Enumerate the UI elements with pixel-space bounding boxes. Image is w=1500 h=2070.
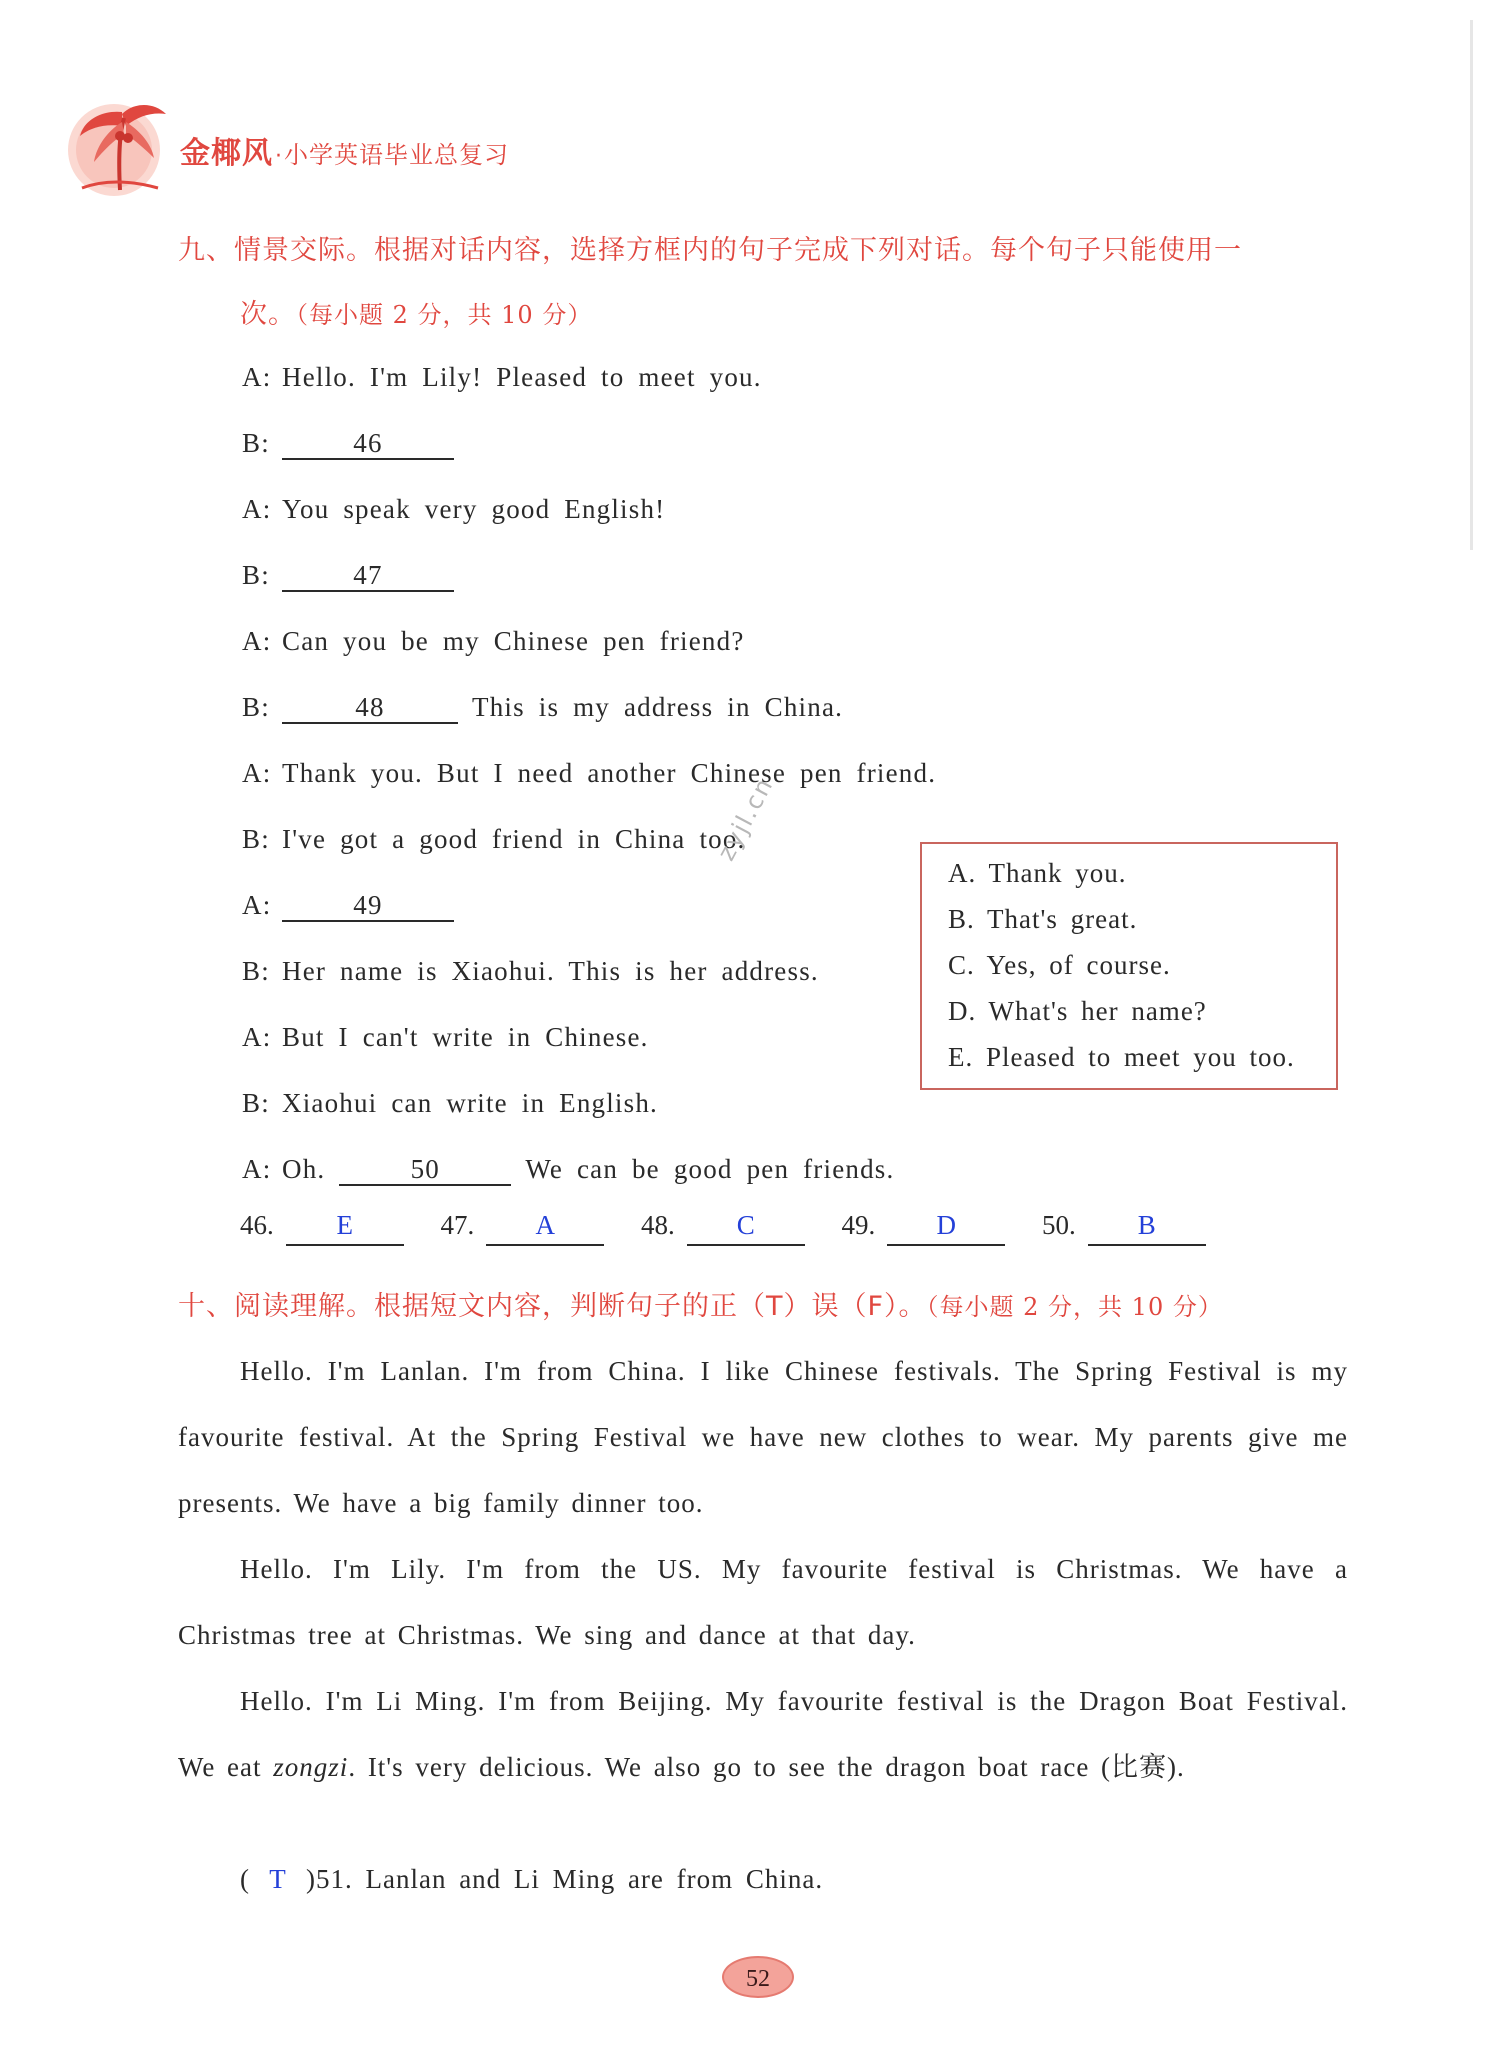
speaker-label: A:	[242, 362, 272, 392]
dialogue-text: We can be good pen friends.	[525, 1154, 895, 1184]
speaker-label: A:	[242, 626, 272, 656]
answer-46	[240, 1210, 404, 1246]
question-51	[240, 1864, 823, 1895]
page-edge	[1470, 20, 1473, 550]
dialogue-line-12	[242, 1088, 658, 1119]
dialogue-text: Thank you. But I need another Chinese pen friend.	[282, 758, 937, 788]
dialogue-line-9	[242, 890, 468, 922]
answer-49	[842, 1210, 1006, 1246]
page-number: 52	[722, 1956, 794, 1998]
dialogue-text: But I can't write in Chinese.	[282, 1022, 649, 1052]
passage-text: . It's very delicious. We also go to see the dragon boat race (比赛).	[348, 1752, 1185, 1782]
speaker-label: B:	[242, 956, 270, 986]
speaker-label: B:	[242, 560, 270, 590]
answer-blank-46[interactable]: 46	[282, 428, 454, 460]
section9-title-line1: 九、情景交际。根据对话内容，选择方框内的句子完成下列对话。每个句子只能使用一	[178, 235, 1242, 266]
section9-score-note: （每小题 2 分，共 10 分）	[296, 301, 593, 329]
passage-paragraph-2: Hello. I'm Lily. I'm from the US. My favourite festival is Christmas. We have a Christmas tree at Christmas. We sing and dance at that day.	[178, 1554, 1348, 1650]
option-d: D. What's her name?	[948, 996, 1207, 1026]
dialogue-line-3	[242, 494, 665, 525]
answer-50	[1042, 1210, 1206, 1246]
answer-blank-50[interactable]: 50	[339, 1154, 511, 1186]
coconut-palm-logo-icon	[62, 92, 192, 202]
section10-title	[178, 1284, 1223, 1323]
section9-title-line2-text: 次。	[240, 299, 296, 330]
brand-dot: ·	[275, 144, 282, 169]
watermark: zyjl.cn	[712, 772, 780, 866]
speaker-label: A:	[242, 890, 272, 920]
passage-italic-word: zongzi	[273, 1752, 349, 1782]
option-e: E. Pleased to meet you too.	[948, 1042, 1295, 1072]
question-51-answer[interactable]: T	[269, 1864, 287, 1894]
dialogue-text: You speak very good English!	[282, 494, 666, 524]
answer-blank-49[interactable]: 49	[282, 890, 454, 922]
answer-value[interactable]: D	[887, 1212, 1005, 1246]
dialogue-line-13	[242, 1154, 894, 1186]
section9-title-line2	[240, 292, 592, 331]
dialogue-line-7	[242, 758, 936, 789]
dialogue-text: Her name is Xiaohui. This is her address.	[282, 956, 819, 986]
dialogue-text: Xiaohui can write in English.	[282, 1088, 658, 1118]
option-a: A. Thank you.	[948, 858, 1127, 888]
section10-score-note: （每小题 2 分，共 10 分）	[926, 1293, 1223, 1321]
answers-row	[240, 1210, 1236, 1246]
speaker-label: A:	[242, 758, 272, 788]
dialogue-line-10	[242, 956, 819, 987]
dialogue-line-6	[242, 692, 843, 724]
answer-value[interactable]: A	[486, 1212, 604, 1246]
passage-paragraph-1: Hello. I'm Lanlan. I'm from China. I like Chinese festivals. The Spring Festival is my favourite festival. At the Spring Festival we have new clothes to wear. My parents give me presents. We have a big family dinner too.	[178, 1356, 1348, 1518]
dialogue-line-1	[242, 362, 762, 393]
answer-number: 50.	[1042, 1210, 1076, 1240]
speaker-label: B:	[242, 824, 270, 854]
dialogue-line-11	[242, 1022, 649, 1053]
dialogue-text: Hello. I'm Lily! Pleased to meet you.	[282, 362, 762, 392]
option-c: C. Yes, of course.	[948, 950, 1171, 980]
answer-number: 49.	[841, 1210, 876, 1240]
section10-title-text: 十、阅读理解。根据短文内容，判断句子的正（T）误（F）。	[178, 1291, 927, 1322]
dialogue-line-2	[242, 428, 468, 460]
answer-value[interactable]: C	[687, 1212, 805, 1246]
speaker-label: B:	[242, 692, 270, 722]
answer-number: 47.	[440, 1210, 475, 1240]
dialogue-line-4	[242, 560, 468, 592]
passage-paragraph-3	[178, 1668, 1348, 1800]
question-51-text: )51. Lanlan and Li Ming are from China.	[306, 1864, 824, 1894]
answer-blank-47[interactable]: 47	[282, 560, 454, 592]
dialogue-text: I've got a good friend in China too.	[282, 824, 746, 854]
speaker-label: B:	[242, 1088, 270, 1118]
dialogue-line-5	[242, 626, 745, 657]
answer-47	[441, 1210, 605, 1246]
option-b: B. That's great.	[948, 904, 1138, 934]
speaker-label: A:	[242, 494, 272, 524]
dialogue-text: This is my address in China.	[472, 692, 844, 722]
speaker-label: A:	[242, 1022, 272, 1052]
answer-number: 46.	[240, 1210, 274, 1240]
passage-text: Hello. I'm Li Ming. I'm from Beijing. My favourite festival is the Dragon Boat Festival. We eat	[178, 1686, 1348, 1782]
speaker-label: B:	[242, 428, 270, 458]
speaker-label: A:	[242, 1154, 272, 1184]
dialogue-text: Can you be my Chinese pen friend?	[282, 626, 745, 656]
answer-48	[641, 1210, 805, 1246]
answer-value[interactable]: E	[286, 1212, 404, 1246]
dialogue-line-8	[242, 824, 746, 855]
series-brand	[180, 128, 509, 172]
brand-name: 金椰风	[180, 136, 273, 171]
dialogue-prefix: Oh.	[282, 1154, 326, 1184]
question-open-paren: (	[240, 1864, 250, 1894]
answer-blank-48[interactable]: 48	[282, 692, 458, 724]
answer-value[interactable]: B	[1088, 1212, 1206, 1246]
answer-number: 48.	[641, 1210, 675, 1240]
brand-subtitle: 小学英语毕业总复习	[284, 141, 509, 169]
options-box	[920, 842, 1338, 1090]
